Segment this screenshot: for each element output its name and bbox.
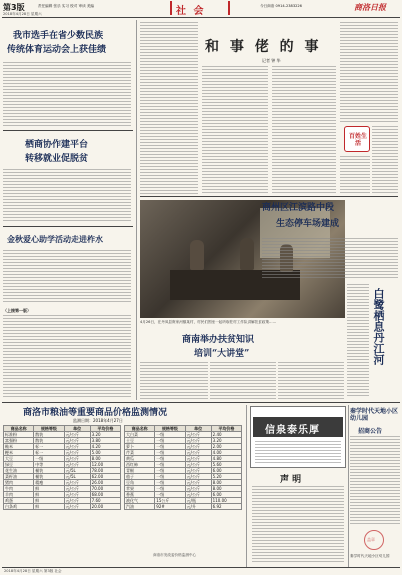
table-cell: 一级 bbox=[155, 444, 185, 450]
article-title: 金秋爱心助学活动走进柞水 bbox=[7, 234, 103, 244]
ad-body bbox=[350, 436, 400, 526]
table-cell: 3.20 bbox=[90, 432, 120, 438]
date-line: 2018年4月28日 星期六 bbox=[3, 12, 42, 16]
bottom-rule bbox=[2, 567, 400, 568]
table-cell: 2.00 bbox=[211, 444, 241, 450]
feature-byline: 记者 钟 华 bbox=[262, 58, 281, 63]
header-rule bbox=[2, 17, 400, 18]
notice-heading: 声 明 bbox=[280, 475, 302, 485]
table-cell: 元/瓶 bbox=[185, 498, 211, 504]
table-cell: 78.00 bbox=[90, 468, 120, 474]
table-cell: 一级 bbox=[34, 456, 64, 462]
article-body bbox=[372, 126, 398, 194]
price-table-left bbox=[3, 425, 121, 510]
table-cell: 4.20 bbox=[90, 444, 120, 450]
table-cell: 元/公斤 bbox=[185, 432, 211, 438]
table-cell: 元/公斤 bbox=[64, 480, 90, 486]
table-cell: 一级 bbox=[155, 468, 185, 474]
table-cell: 大豆 bbox=[4, 456, 34, 462]
table-cell: 萝卜 bbox=[125, 444, 155, 450]
table-cell: 6.00 bbox=[211, 468, 241, 474]
ad-title: 秦学时代天地小区幼儿园 bbox=[350, 408, 399, 422]
table-cell: 一级 bbox=[155, 474, 185, 480]
table-cell: 5.60 bbox=[211, 462, 241, 468]
article-title: 生态停车场建成 bbox=[276, 219, 340, 229]
table-row bbox=[125, 504, 242, 510]
article-body bbox=[3, 62, 131, 126]
table-cell: 元/公斤 bbox=[64, 438, 90, 444]
table-cell: 元/公斤 bbox=[64, 462, 90, 468]
badge-text: 百姓生活 bbox=[348, 133, 367, 147]
table-cell: 8.00 bbox=[211, 486, 241, 492]
table-cell: 26.00 bbox=[90, 480, 120, 486]
table-cell: 15公斤 bbox=[155, 498, 185, 504]
table-cell: 一级 bbox=[155, 450, 185, 456]
table-cell: 元/公斤 bbox=[64, 498, 90, 504]
table-cell: 元/公斤 bbox=[185, 474, 211, 480]
article-title: 转移就业促脱贫 bbox=[25, 154, 89, 164]
table-cell: 7.60 bbox=[90, 498, 120, 504]
table-header-cell: 平均价格 bbox=[90, 426, 120, 432]
table-cell: 羊肉 bbox=[4, 492, 34, 498]
ad-banner-title: 信泉泰乐厚 bbox=[265, 425, 320, 436]
article-body bbox=[3, 169, 131, 223]
training-article bbox=[140, 332, 345, 402]
table-header-cell: 商品名称 bbox=[125, 426, 155, 432]
article-body bbox=[347, 284, 369, 398]
photo-person bbox=[240, 238, 254, 270]
table-cell: 汽油 bbox=[125, 504, 155, 510]
article-title: 培训“大讲堂” bbox=[194, 349, 250, 359]
article-body bbox=[340, 156, 370, 194]
divider bbox=[3, 226, 133, 227]
article-sports bbox=[3, 22, 133, 132]
table-cell: 标一 bbox=[34, 450, 64, 456]
article-body bbox=[202, 66, 268, 194]
table-cell: 鲜 bbox=[34, 492, 64, 498]
table-header-cell: 商品名称 bbox=[4, 426, 34, 432]
notice-block bbox=[250, 470, 346, 566]
header-small-right: 今日商洛 0914-2383226 bbox=[260, 4, 302, 8]
table-cell: 3.20 bbox=[211, 438, 241, 444]
table-cell: 芹菜 bbox=[125, 450, 155, 456]
table-cell: 元/公斤 bbox=[64, 486, 90, 492]
price-table-title: 商洛市粮油等重要商品价格监测情况 bbox=[23, 408, 168, 418]
table-cell: 粳米 bbox=[4, 450, 34, 456]
article-title: 栖商协作建平台 bbox=[25, 140, 89, 150]
table-cell: 中等 bbox=[34, 462, 64, 468]
price-table bbox=[124, 425, 242, 510]
table-cell: 散装 bbox=[34, 438, 64, 444]
article-title: 商州区江滨路中段 bbox=[262, 203, 335, 213]
column-rule bbox=[348, 405, 349, 567]
table-cell: 70.00 bbox=[90, 486, 120, 492]
price-table-footnote: 商洛市发改委价格监测中心 bbox=[153, 553, 197, 557]
divider bbox=[140, 196, 398, 197]
price-table bbox=[3, 425, 121, 510]
photo-caption: 4月26日，在丹凤县庾家河镇某村，村民们围坐一起听取驻村工作队讲解扶贫政策…… bbox=[140, 320, 277, 324]
stamp-text: 盖章 bbox=[367, 537, 375, 542]
column-rule bbox=[136, 20, 137, 400]
table-cell: 西红柿 bbox=[125, 462, 155, 468]
continued-label: （上接第一版） bbox=[3, 308, 31, 313]
table-cell: 菜籽油 bbox=[4, 474, 34, 480]
divider bbox=[3, 130, 133, 131]
table-cell: 2.40 bbox=[211, 432, 241, 438]
article-body bbox=[3, 315, 131, 397]
article-body bbox=[140, 362, 208, 400]
ad-footer: 秦学时代天地小区幼儿园 bbox=[350, 554, 390, 558]
masthead bbox=[0, 0, 402, 18]
table-cell: 元/公斤 bbox=[64, 450, 90, 456]
table-cell: 土豆 bbox=[125, 438, 155, 444]
price-table-subtitle: 监测日期：2018年4月27日 bbox=[73, 418, 123, 423]
table-cell: 元/公斤 bbox=[185, 486, 211, 492]
ad-banner-text bbox=[255, 441, 341, 465]
parking-title-wrap bbox=[262, 200, 398, 236]
table-cell: 元/公斤 bbox=[185, 456, 211, 462]
table-cell: 5.00 bbox=[90, 450, 120, 456]
ad-stamp bbox=[364, 530, 384, 550]
table-cell: 富强粉 bbox=[4, 438, 34, 444]
article-body bbox=[272, 66, 336, 194]
divider bbox=[2, 402, 400, 403]
page-number: 第3版 bbox=[3, 3, 25, 12]
article-body bbox=[262, 238, 398, 278]
table-cell: 元/公斤 bbox=[64, 456, 90, 462]
table-cell: 4.00 bbox=[211, 450, 241, 456]
table-cell: 8.00 bbox=[90, 456, 120, 462]
table-cell: 110.00 bbox=[211, 498, 241, 504]
column-rule bbox=[246, 405, 247, 567]
section-label: 社 会 bbox=[176, 6, 206, 17]
table-cell: 元/公斤 bbox=[185, 450, 211, 456]
table-cell: 元/公斤 bbox=[64, 492, 90, 498]
table-header-cell: 单位 bbox=[64, 426, 90, 432]
table-cell: 元/公斤 bbox=[64, 444, 90, 450]
table-cell: 3.80 bbox=[90, 438, 120, 444]
table-cell: 6.92 bbox=[211, 504, 241, 510]
table-cell: 4.80 bbox=[211, 456, 241, 462]
vertical-title: 白鹭栖息丹江河 bbox=[372, 288, 385, 365]
paper-name: 商洛日报 bbox=[354, 2, 386, 12]
egret-article bbox=[347, 282, 398, 400]
table-cell: 元/公斤 bbox=[185, 468, 211, 474]
footer-text: 2018年4月28日 星期六 第3版 社会 bbox=[4, 569, 62, 573]
table-cell: 元/公斤 bbox=[185, 492, 211, 498]
table-cell: 一级 bbox=[155, 492, 185, 498]
table-header-cell: 规格等级 bbox=[34, 426, 64, 432]
price-table-block bbox=[3, 405, 243, 565]
table-cell: 元/公斤 bbox=[64, 432, 90, 438]
table-cell: 8.00 bbox=[211, 480, 241, 486]
article-body bbox=[278, 362, 344, 400]
table-cell: 散装 bbox=[34, 432, 64, 438]
photo-person bbox=[190, 240, 204, 270]
table-cell: 元/公斤 bbox=[185, 462, 211, 468]
table-cell: 牛肉 bbox=[4, 486, 34, 492]
table-cell: 元/公斤 bbox=[185, 438, 211, 444]
table-cell: 6.00 bbox=[211, 492, 241, 498]
table-cell: 鲜 bbox=[34, 504, 64, 510]
table-cell: 一级 bbox=[155, 462, 185, 468]
table-cell: 元/5L bbox=[64, 474, 90, 480]
article-employment bbox=[3, 133, 133, 225]
table-cell: 桶装 bbox=[34, 474, 64, 480]
ad-banner bbox=[250, 406, 346, 468]
table-cell: 一级 bbox=[155, 486, 185, 492]
table-cell: 豆角 bbox=[125, 480, 155, 486]
article-body bbox=[3, 250, 131, 304]
table-cell: 花生油 bbox=[4, 468, 34, 474]
article-title: 传统体育运动会上获佳绩 bbox=[7, 45, 107, 55]
table-cell: 鲜 bbox=[34, 486, 64, 492]
table-cell: 元/升 bbox=[185, 504, 211, 510]
table-cell: 猪肉 bbox=[4, 480, 34, 486]
table-header-cell: 规格等级 bbox=[155, 426, 185, 432]
price-table-right bbox=[124, 425, 242, 510]
table-cell: 香蕉 bbox=[125, 492, 155, 498]
notice-body bbox=[252, 486, 344, 562]
table-cell: 青椒 bbox=[125, 468, 155, 474]
table-cell: 标一 bbox=[34, 444, 64, 450]
table-cell: 元/公斤 bbox=[185, 444, 211, 450]
table-cell: 标准粉 bbox=[4, 432, 34, 438]
article-body bbox=[210, 362, 276, 400]
table-cell: 元/5L bbox=[64, 468, 90, 474]
table-cell: 鲜 bbox=[34, 498, 64, 504]
table-cell: 一级 bbox=[155, 480, 185, 486]
ad-subtitle: 招商公告 bbox=[358, 428, 383, 435]
table-cell: 精瘦 bbox=[34, 480, 64, 486]
table-cell: 一级 bbox=[155, 438, 185, 444]
table-cell: 白条鸡 bbox=[4, 504, 34, 510]
table-cell: 黄瓜 bbox=[125, 456, 155, 462]
table-row bbox=[4, 504, 121, 510]
table-cell: 5.20 bbox=[211, 474, 241, 480]
table-cell: 68.00 bbox=[90, 492, 120, 498]
table-cell: 苹果 bbox=[125, 486, 155, 492]
table-cell: 92# bbox=[155, 504, 185, 510]
lifestyle-badge bbox=[344, 126, 370, 152]
article-body bbox=[140, 22, 198, 194]
table-cell: 液化气 bbox=[125, 498, 155, 504]
article-title: 商南举办扶贫知识 bbox=[182, 335, 255, 345]
table-cell: 桶装 bbox=[34, 468, 64, 474]
table-cell: 茄子 bbox=[125, 474, 155, 480]
table-cell: 62.00 bbox=[90, 474, 120, 480]
table-cell: 鸡蛋 bbox=[4, 498, 34, 504]
table-cell: 绿豆 bbox=[4, 462, 34, 468]
article-charity bbox=[3, 230, 133, 400]
feature-title: 和 事 佬 的 事 bbox=[205, 39, 322, 55]
table-header-cell: 平均价格 bbox=[211, 426, 241, 432]
kindergarten-ad bbox=[350, 406, 400, 566]
table-cell: 元/公斤 bbox=[64, 504, 90, 510]
article-title: 我市选手在省少数民族 bbox=[13, 31, 104, 41]
article-body bbox=[340, 22, 398, 122]
table-cell: 籼米 bbox=[4, 444, 34, 450]
table-header-cell: 单位 bbox=[185, 426, 211, 432]
header-small-left: 责任编辑 张乐 实习 校对 审读 美编 bbox=[38, 4, 95, 8]
table-cell: 大白菜 bbox=[125, 432, 155, 438]
table-cell: 一级 bbox=[155, 456, 185, 462]
table-cell: 元/公斤 bbox=[185, 480, 211, 486]
table-cell: 12.00 bbox=[90, 462, 120, 468]
table-cell: 一级 bbox=[155, 432, 185, 438]
table-cell: 20.00 bbox=[90, 504, 120, 510]
